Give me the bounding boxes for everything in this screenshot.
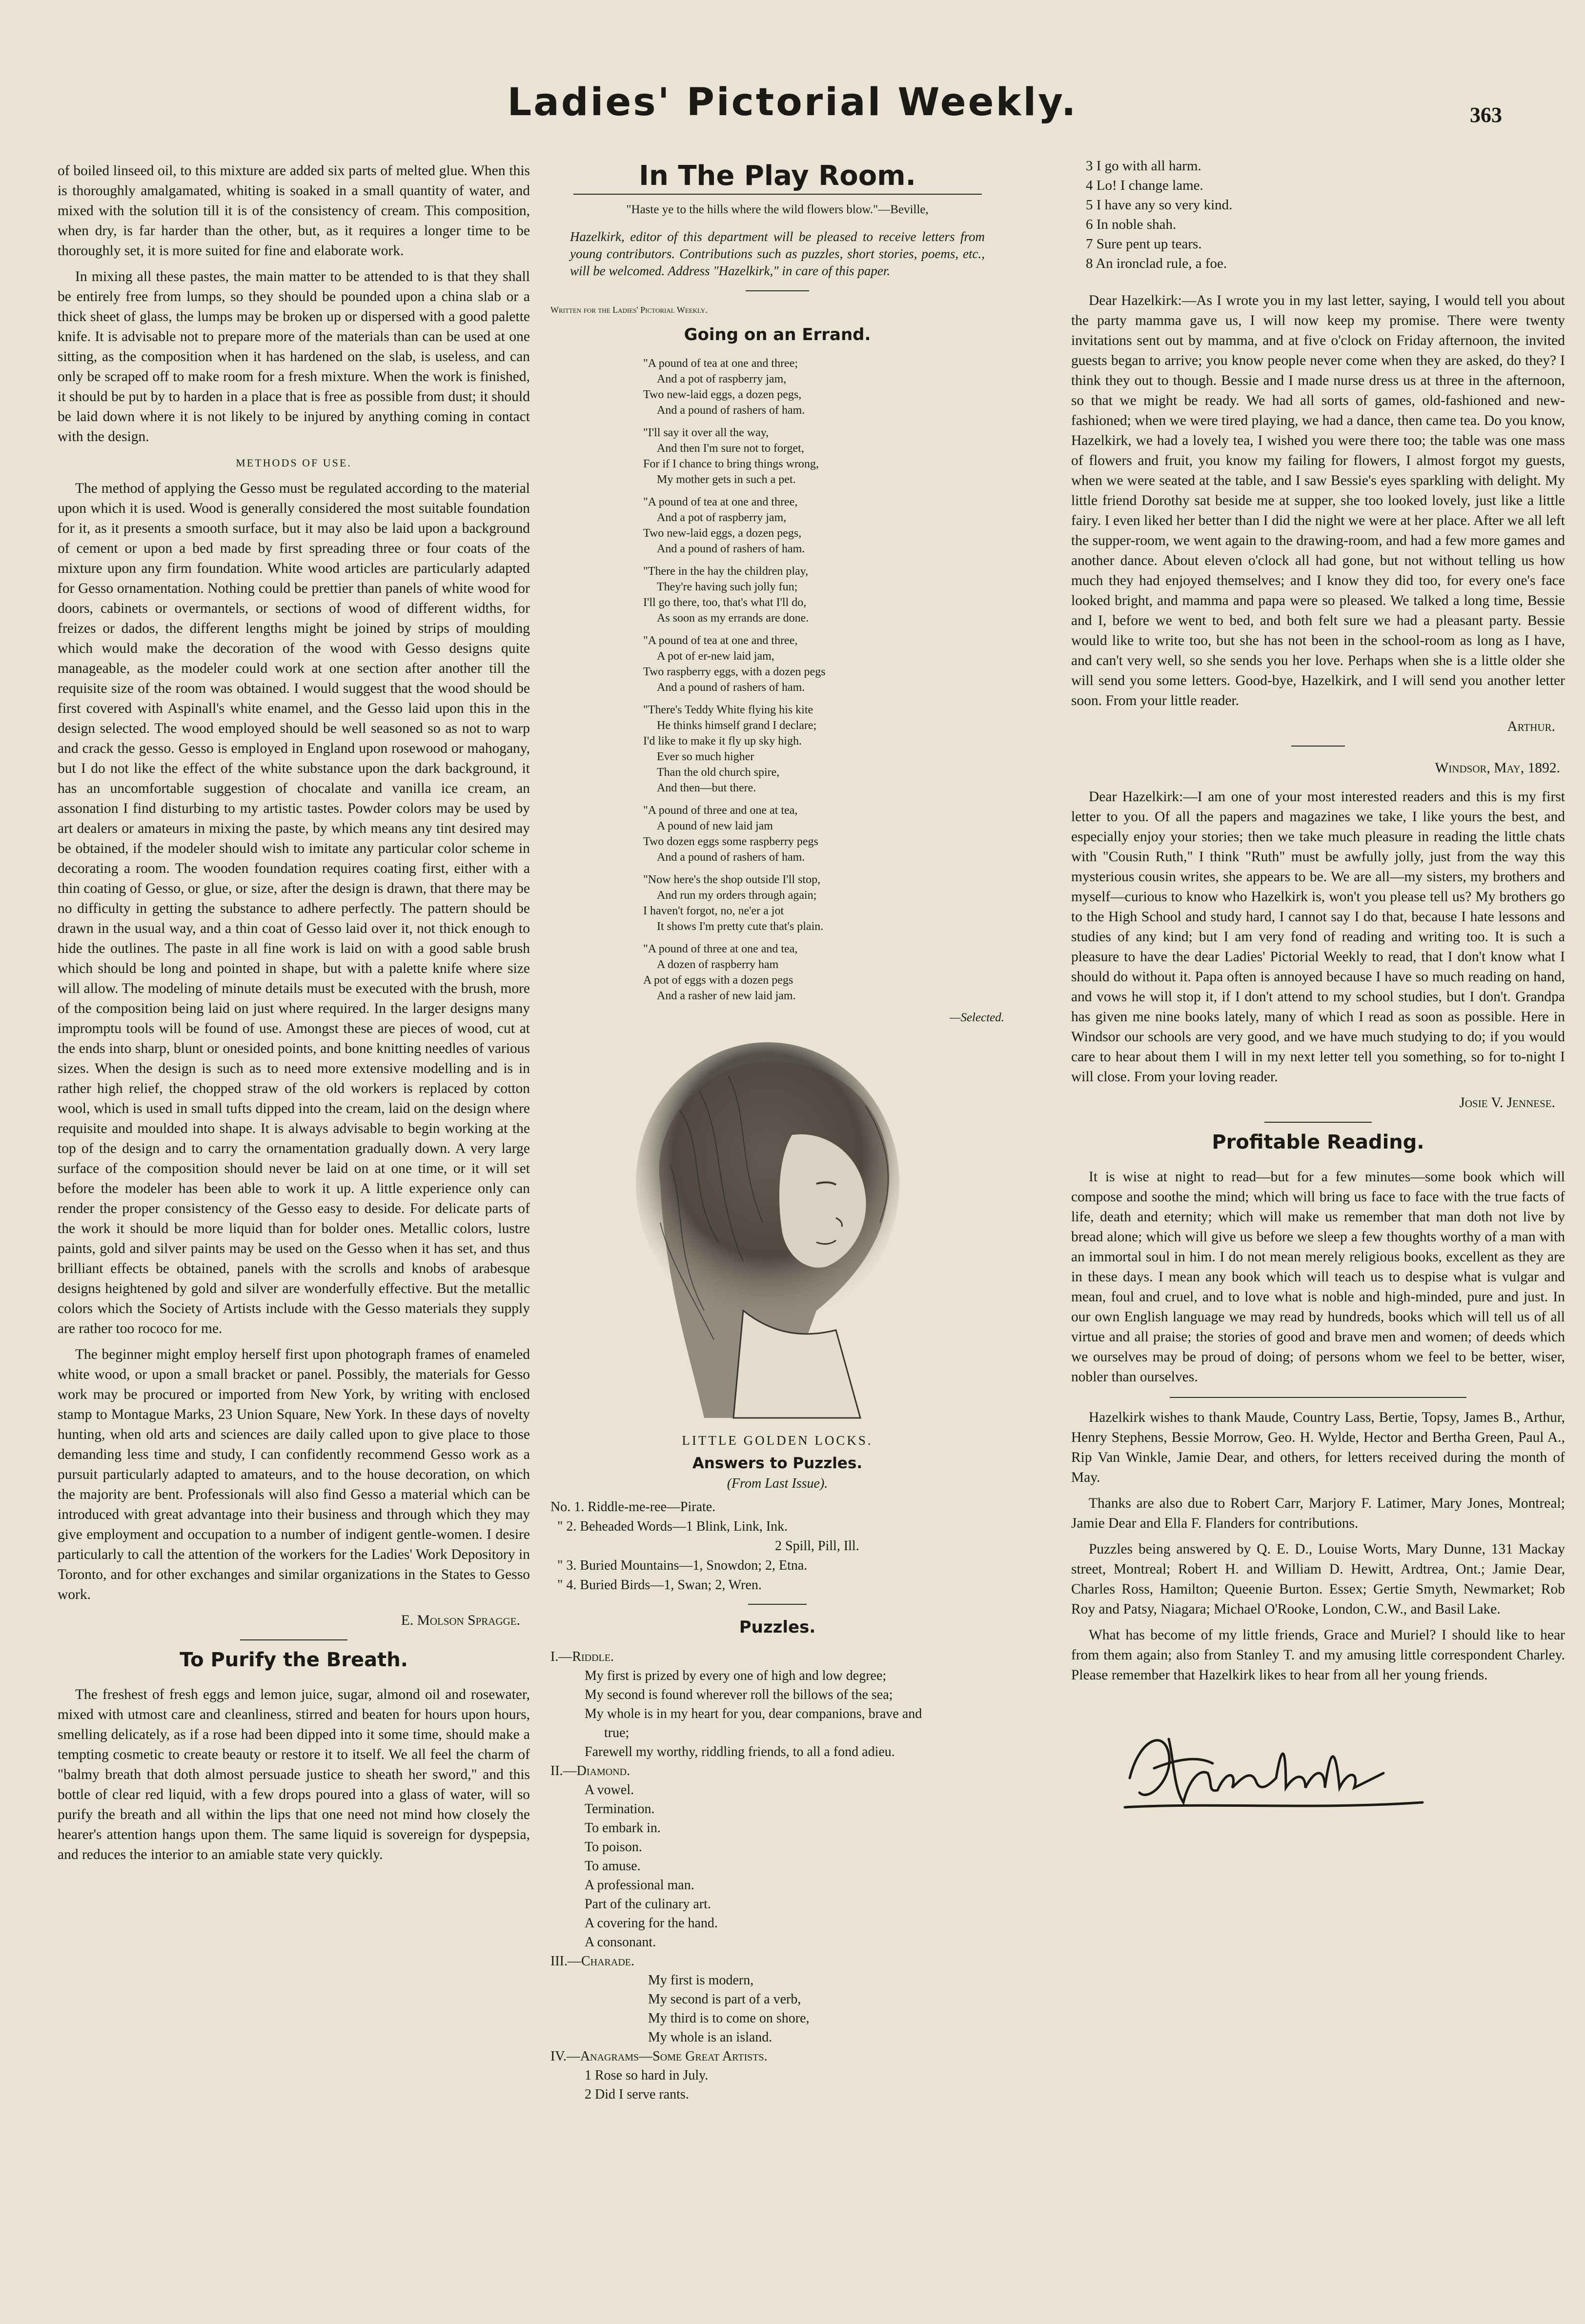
answer-line: 2 Spill, Pill, Ill. bbox=[775, 1538, 859, 1554]
answers-title: Answers to Puzzles. bbox=[692, 1455, 863, 1472]
page-number: 363 bbox=[1470, 103, 1502, 127]
anagram-line: 2 Did I serve rants. bbox=[585, 2087, 689, 2102]
poem-line: "A pound of three at one and tea, bbox=[643, 943, 798, 955]
anagram-line: 7 Sure pent up tears. bbox=[1086, 236, 1202, 252]
poem-line: "A pound of tea at one and three, bbox=[643, 634, 798, 647]
divider bbox=[1170, 1397, 1466, 1398]
poem-stanza bbox=[643, 633, 1004, 695]
riddle-line: true; bbox=[604, 1725, 630, 1740]
divider bbox=[1264, 1122, 1372, 1123]
poem-line: A pot of er-new laid jam, bbox=[657, 650, 774, 663]
answers-subtitle: (From Last Issue). bbox=[727, 1476, 828, 1491]
section-title: In The Play Room. bbox=[639, 160, 916, 192]
puzzles-list bbox=[550, 1647, 1004, 2104]
poem-line: "There in the hay the children play, bbox=[643, 565, 809, 578]
anagram-line: 1 Rose so hard in July. bbox=[585, 2068, 709, 2083]
author-signature: E. Molson Spragge. bbox=[401, 1613, 520, 1628]
thanks-paragraph: Puzzles being answered by Q. E. D., Louise Worts, Mary Dunne, 131 Mackay street, Montreal; Robert H. and William D. Hewitt, Ardtrea, Ont.; Jamie Dear, Charles Ross, Hamilton; Queenie Burton. Essex; Gertie Smyth, Newmarket; Rob Roy and Patsy, Niagara; Michael O'Rooke, London, C.W., and Basil Lake. bbox=[1071, 1541, 1565, 1617]
poem-line: For if I chance to bring things wrong, bbox=[643, 458, 819, 470]
poem-stanza bbox=[643, 872, 1004, 934]
poem-line: He thinks himself grand I declare; bbox=[657, 719, 817, 732]
charade-lines bbox=[550, 1971, 1004, 2047]
poem-body bbox=[550, 356, 1004, 1004]
poem-line: It shows I'm pretty cute that's plain. bbox=[657, 920, 824, 933]
diamond-line: To embark in. bbox=[585, 1820, 661, 1836]
riddle-line: Farewell my worthy, riddling friends, to all a fond adieu. bbox=[585, 1744, 895, 1759]
poem-line: "Now here's the shop outside I'll stop, bbox=[643, 873, 821, 886]
gesso-paragraph: The beginner might employ herself first upon photograph frames of enameled white wood, or upon a small bracket or panel. Possibly, the materials for Gesso work may be procured or imported from New York, by writing with enclosed stamp to Montague Marks, 23 Union Square, New York. In these days of novelty hunting, when old arts and sciences are daily called upon to give place to those demanding less time and study, I can confidently recommend Gesso work as a pursuit particularly adapted to amateurs, and to the house decoration, on which the majority are bent. Professionals will also find Gesso a material which can be introduced with great advantage into their business and through which they may give employment and occupation to a number of indigent gentle-women. I desire particularly to call the attention of the workers for the Ladies' Work Depository in Toronto, and for other exchanges and similar organizations in the States to Gesso work. bbox=[58, 1347, 530, 1602]
answer-line: No. 1. Riddle-me-ree—Pirate. bbox=[550, 1499, 716, 1515]
column-left bbox=[58, 161, 530, 1871]
puzzle-heading: IV.—Anagrams—Some Great Artists. bbox=[550, 2049, 768, 2064]
divider bbox=[1291, 746, 1345, 747]
poem-line: And a pound of rashers of ham. bbox=[657, 543, 805, 555]
poem-line: As soon as my errands are done. bbox=[657, 612, 809, 625]
masthead-title: Ladies' Pictorial Weekly. bbox=[507, 81, 1078, 124]
anagram-line: 8 An ironclad rule, a foe. bbox=[1086, 256, 1227, 271]
letter-dateline: Windsor, May, 1892. bbox=[1435, 760, 1560, 776]
diamond-line: To poison. bbox=[585, 1839, 642, 1855]
diamond-line: Part of the culinary art. bbox=[585, 1897, 711, 1912]
poem-line: I'll go there, too, that's what I'll do, bbox=[643, 596, 807, 609]
diamond-line: A covering for the hand. bbox=[585, 1916, 718, 1931]
poem-stanza bbox=[643, 425, 1004, 487]
poem-line: A dozen of raspberry ham bbox=[657, 958, 779, 971]
poem-line: I haven't forgot, no, ne'er a jot bbox=[643, 905, 784, 917]
poem-line: My mother gets in such a pet. bbox=[657, 473, 796, 486]
anagram-line: 5 I have any so very kind. bbox=[1086, 197, 1233, 213]
charade-line: My second is part of a verb, bbox=[648, 1992, 801, 2007]
divider bbox=[746, 290, 809, 291]
poem-line: Than the old church spire, bbox=[657, 766, 780, 779]
column-right bbox=[1071, 156, 1565, 1828]
poem-line: And a pound of rashers of ham. bbox=[657, 851, 805, 864]
anagram-list bbox=[1071, 156, 1565, 273]
portrait-illustration bbox=[631, 1037, 924, 1428]
diamond-lines bbox=[550, 1780, 1004, 1952]
poem-line: They're having such jolly fun; bbox=[657, 581, 798, 593]
thanks-paragraph: What has become of my little friends, Grace and Muriel? I should like to hear from them again; also from Stanley T. and my amusing little correspondent Charley. Please remember that Hazelkirk likes to hear from all her young friends. bbox=[1071, 1627, 1565, 1683]
poem-line: "A pound of tea at one and three; bbox=[643, 357, 798, 370]
poem-line: And a rasher of new laid jam. bbox=[657, 990, 796, 1002]
illustration-caption: LITTLE GOLDEN LOCKS. bbox=[682, 1433, 873, 1448]
riddle-line: My whole is in my heart for you, dear companions, brave and bbox=[585, 1706, 922, 1721]
breath-paragraph: The freshest of fresh eggs and lemon juice, sugar, almond oil and rosewater, mixed with utmost care and cleanliness, stirred and beaten for hours upon hours, smelling delicately, as if a rose had been dipped into it some time, should make a tempting cosmetic to create beauty or restore it to itself. We all feel the charm of "balmy breath that doth almost persuade justice to sheath her sword," and this bottle of clear red liquid, with a few drops poured into a glass of water, will so purify the breath and all within the lips that one need not mind how closely the hearer's attention hangs upon them. The same liquid is sovereign for dyspepsia, and reduces the interior to an amiable state very quickly. bbox=[58, 1687, 530, 1862]
reading-paragraph: It is wise at night to read—but for a few minutes—some book which will compose and soothe the mind; which will bring us face to face with the true facts of life, death and eternity; which will make us remember that man doth not live by bread alone; which will give us before we sleep a few thoughts worthy of a man with an immortal soul in him. I do not mean merely religious books, excellent as they are in these days. I mean any book which will teach us to despise what is vulgar and mean, foul and cruel, and to love what is noble and high-minded, pure and just. In our own English language we may read by hundreds, books which will tell us of all virtue and all praise; the stories of good and brave men and women; of deeds which we ourselves may be proud of doing; of persons whom we feel to be better, wiser, nobler than ourselves. bbox=[1071, 1169, 1565, 1385]
thanks-paragraph: Hazelkirk wishes to thank Maude, Country Lass, Bertie, Topsy, James B., Arthur, Henry Stephens, Bessie Morrow, Geo. H. Wylde, Hector and Bertha Green, Paul A., Rip Van Winkle, Jamie Dear, and others, for letters received during the month of May. bbox=[1071, 1410, 1565, 1485]
divider bbox=[240, 1639, 347, 1640]
poem-line: Two new-laid eggs, a dozen pegs, bbox=[643, 527, 802, 540]
editor-signature bbox=[1110, 1710, 1565, 1828]
riddle-line: My second is found wherever roll the billows of the sea; bbox=[585, 1687, 893, 1702]
poem-line: Two raspberry eggs, with a dozen pegs bbox=[643, 666, 826, 678]
editor-note: Hazelkirk, editor of this department will be pleased to receive letters from young contributors. Contributions such as puzzles, short stories, poems, etc., will be welcomed. Address "Hazelkirk," in care of this paper. bbox=[570, 229, 985, 278]
article-title: Profitable Reading. bbox=[1212, 1131, 1424, 1153]
poem-line: And a pot of raspberry jam, bbox=[657, 373, 787, 385]
gesso-paragraph: of boiled linseed oil, to this mixture are added six parts of melted glue. When this is thoroughly amalgamated, whiting is soaked in a small quantity of water, and mixed with the solution till it is of the consistency of cream. This composition, when dry, is far harder than the other, but, as it requires a longer time to be thoroughly set, it is more suited for fine and elaborate work. bbox=[58, 163, 530, 259]
poem-line: And then I'm sure not to forget, bbox=[657, 442, 804, 455]
answer-line: " 4. Buried Birds—1, Swan; 2, Wren. bbox=[557, 1577, 762, 1593]
poem-line: And then—but there. bbox=[657, 782, 756, 794]
poem-stanza bbox=[643, 803, 1004, 865]
charade-line: My whole is an island. bbox=[648, 2030, 772, 2045]
charade-line: My third is to come on shore, bbox=[648, 2011, 810, 2026]
poem-line: And run my orders through again; bbox=[657, 889, 817, 902]
poem-line: A pot of eggs with a dozen pegs bbox=[643, 974, 793, 987]
diamond-line: A professional man. bbox=[585, 1878, 694, 1893]
poem-line: And a pot of raspberry jam, bbox=[657, 511, 787, 524]
poem-line: Ever so much higher bbox=[657, 750, 754, 763]
gesso-paragraph: The method of applying the Gesso must be regulated according to the material upon which it is used. Wood is generally considered the most suitable foundation for it, as it presents a smooth surface, but it may also be laid upon a background of cement or upon a bed made by first spreading three or four coats of the mixture upon any firm foundation. White wood articles are particularly adapted for Gesso ornamentation. Nothing could be prettier than panels of white wood for doors, cabinets or overmantels, or sections of wood of different widths, for freizes or dados, the different lengths might be joined by strips of moulding which would make the decoration of the wood with Gesso designs quite manageable, as the modeler could work at one section after another till the requisite size of the room was obtained. I would suggest that the wood should be first covered with Aspinall's white enamel, and the Gesso laid upon this in the design selected. The wood employed should be well seasoned so as not to warp and crack the gesso. Gesso is employed in England upon rosewood or mahogany, but I do not like the effect of the white substance upon the dark background, it has an uncomfortable suggestion of chocalate and vanilla ice cream, an assonation I find disturbing to my artistic tastes. Powder colors may be used by art dealers or amateurs in mixing the paste, by which means any tint desired may be obtained, if the modeler should wish to imitate any particular color scheme in decorating a room. The wooden foundation requires coating first, either with a thin coating of Gesso, or glue, or size, after the design is drawn, that there may be no difficulty in getting the substance to adhere perfectly. The pattern should be drawn in the usual way, and a thin coat of Gesso laid over it, not thick enough to hide the outlines. The paste in all fine work is laid on with a good sable brush which should be long and pointed in shape, but with a palette knife where size will allow. The modeling of minute details must be executed with the brush, more of the composition being laid on just where required. In the larger designs many impromptu tools will be found of use. Amongst these are pieces of wood, cut at the ends into sharp, blunt or onesided points, and bone knitting needles of various sizes. When the design is such as to need more extensive modelling and is in rather high relief, the chopped straw of the old workers is replaced by cotton wool, which is used in small tufts dipped into the cream, laid on the design where requisite and moulded into shape. It is always advisable to begin working at the top of the design and to carry the ornamentation gradually down. A very large surface of the composition should never be laid on at one time, or it will set before the modeler has been able to work it up. A little experience only can render the proper consistency of the Gesso easy to deside. For delicate parts of the work it should be more liquid than for bolder ones. Metallic colors, lustre paints, gold and silver paints may be used on the Gesso when it has set, and thus brilliant effects be obtained, panels with the scrolls and knobs of arabesque designs heightened by gold and silver are wonderfully effective. But the metallic colors which the Society of Artists include with the Gesso materials they supply are rather too rococo for me. bbox=[58, 481, 530, 1336]
anagram-line: 4 Lo! I change lame. bbox=[1086, 178, 1203, 193]
divider bbox=[748, 1604, 807, 1605]
charade-line: My first is modern, bbox=[648, 1973, 754, 1988]
answer-line: " 3. Buried Mountains—1, Snowdon; 2, Etna. bbox=[557, 1558, 808, 1573]
written-for-credit: Written for the Ladies' Pictorial Weekly. bbox=[550, 305, 708, 315]
letter-paragraph: Dear Hazelkirk:—As I wrote you in my last letter, saying, I would tell you about the party mamma gave us, I will now keep my promise. There were twenty invitations sent out by mamma, and at five o'clock on Friday afternoon, the invited guests began to arrive; you know people never come when they are asked, do they? I think they out to though. Bessie and I made nurse dress us at three in the afternoon, so that we might be ready. We had all sorts of games, old-fashioned and new-fashioned; when we were tired playing, we had a dance, then came tea. Do you know, Hazelkirk, we had a lovely tea, I wished you were there too; the table was one mass of flowers and fruit, you know my failing for flowers, I almost forgot my guests, when we were seated at the table, and I saw Bessie's eyes sparkling with delight. My little friend Dorothy sat beside me at supper, she too looked lovely, just like a little fairy. I even liked her better than I did the night we were at her place. After we all left the supper-room, we went again to the drawing-room, and had a few more games and another dance. About eleven o'clock all had gone, but not without telling us how much they had enjoyed themselves; and I know they did too, for every one's face looked bright, and mamma and papa were so pleased. We talked a long time, Bessie and I, before we went to bed, and both felt sure we had a pleasant party. Bessie would like to write too, but she has not been in the school-room as long as I have, and can't very well, so she sends you her love. Perhaps when she is a little older she will send you some letters. Good-bye, Hazelkirk, and I will send you another letter soon. From your little reader. bbox=[1071, 293, 1565, 708]
motto-quote: "Haste ye to the hills where the wild flowers blow."—Beville, bbox=[626, 203, 929, 216]
poem-line: A pound of new laid jam bbox=[657, 820, 773, 832]
thanks-paragraph: Thanks are also due to Robert Carr, Marjory F. Latimer, Mary Jones, Montreal; Jamie Dear and Ella F. Flanders for contributions. bbox=[1071, 1495, 1565, 1531]
handwritten-signature-icon bbox=[1110, 1710, 1452, 1822]
poem-line: I'd like to make it fly up sky high. bbox=[643, 735, 802, 748]
puzzle-heading: I.—Riddle. bbox=[550, 1649, 614, 1664]
answer-line: " 2. Beheaded Words—1 Blink, Link, Ink. bbox=[557, 1519, 788, 1534]
puzzle-heading: II.—Diamond. bbox=[550, 1763, 630, 1778]
anagram-line: 3 I go with all harm. bbox=[1086, 158, 1201, 174]
diamond-line: Termination. bbox=[585, 1801, 655, 1817]
poem-line: Two new-laid eggs, a dozen pegs, bbox=[643, 388, 802, 401]
diamond-line: To amuse. bbox=[585, 1859, 641, 1874]
diamond-line: A consonant. bbox=[585, 1935, 656, 1950]
poem-title: Going on an Errand. bbox=[684, 325, 871, 344]
divider bbox=[573, 194, 982, 195]
letter-signature: Josie V. Jennese. bbox=[1459, 1095, 1555, 1111]
article-title: To Purify the Breath. bbox=[180, 1649, 408, 1671]
poem-stanza bbox=[643, 941, 1004, 1004]
puzzles-title: Puzzles. bbox=[739, 1617, 816, 1637]
poem-line: Two dozen eggs some raspberry pegs bbox=[643, 835, 818, 848]
poem-line: "I'll say it over all the way, bbox=[643, 426, 769, 439]
poem-stanza bbox=[643, 702, 1004, 796]
poem-line: "A pound of three and one at tea, bbox=[643, 804, 798, 817]
column-middle bbox=[550, 161, 1004, 2104]
anagram-line: 6 In noble shah. bbox=[1086, 217, 1177, 232]
riddle-line: My first is prized by every one of high and low degree; bbox=[585, 1668, 887, 1683]
poem-stanza bbox=[643, 494, 1004, 557]
poem-stanza bbox=[643, 356, 1004, 418]
section-subheading: METHODS OF USE. bbox=[236, 457, 352, 469]
letter-paragraph: Dear Hazelkirk:—I am one of your most interested readers and this is my first letter to you. Of all the papers and magazines we take, I like yours the best, and especially enjoy your stories; then we take much pleasure in reading the little chats with "Cousin Ruth," I think "Ruth" must be awfully jolly, just from the way this mysterious cousin writes, she appears to be. We are all—my sisters, my brothers and myself—curious to know who Hazelkirk is, won't you please tell us? My brothers go to the High School and study hard, I cannot say I do that, because I hate lessons and studies of any kind; but I am very fond of reading and writing too. It is such a pleasure to have the dear Ladies' Pictorial Weekly to read, that I don't know what I should do without it. Papa often is annoyed because I have so much reading on hand, and vows he will stop it, if I don't attend to my school studies, but I don't. Grandpa has given me nine books lately, many of which I read as soon as possible. Here in Windsor our schools are very good, and we have much studying to do; if you would care to hear about them I will in my next letter tell you something, so for to-night I will close. From your loving reader. bbox=[1071, 789, 1565, 1085]
gesso-paragraph: In mixing all these pastes, the main matter to be attended to is that they shall be entirely free from lumps, so they should be pounded upon a china slab or a thick sheet of glass, the lumps may be broken up or dispersed with a good palette knife. It is advisable not to prepare more of the materials than can be used at one sitting, as the composition when it has hardened on the slab, is useless, and can only be scraped off to make room for a fresh mixture. When the work is finished, it should be put by to harden in a place that is free as possible from dust; it should be laid down where it is not likely to be injured by anything coming in contact with the design. bbox=[58, 269, 530, 445]
poem-credit: —Selected. bbox=[950, 1011, 1004, 1024]
poem-line: And a pound of rashers of ham. bbox=[657, 404, 805, 417]
diamond-line: A vowel. bbox=[585, 1782, 634, 1798]
puzzle-heading: III.—Charade. bbox=[550, 1954, 634, 1969]
letter-signature: Arthur. bbox=[1507, 719, 1555, 734]
poem-line: "There's Teddy White flying his kite bbox=[643, 704, 813, 716]
poem-line: And a pound of rashers of ham. bbox=[657, 681, 805, 694]
poem-stanza bbox=[643, 564, 1004, 626]
poem-line: "A pound of tea at one and three, bbox=[643, 496, 798, 508]
